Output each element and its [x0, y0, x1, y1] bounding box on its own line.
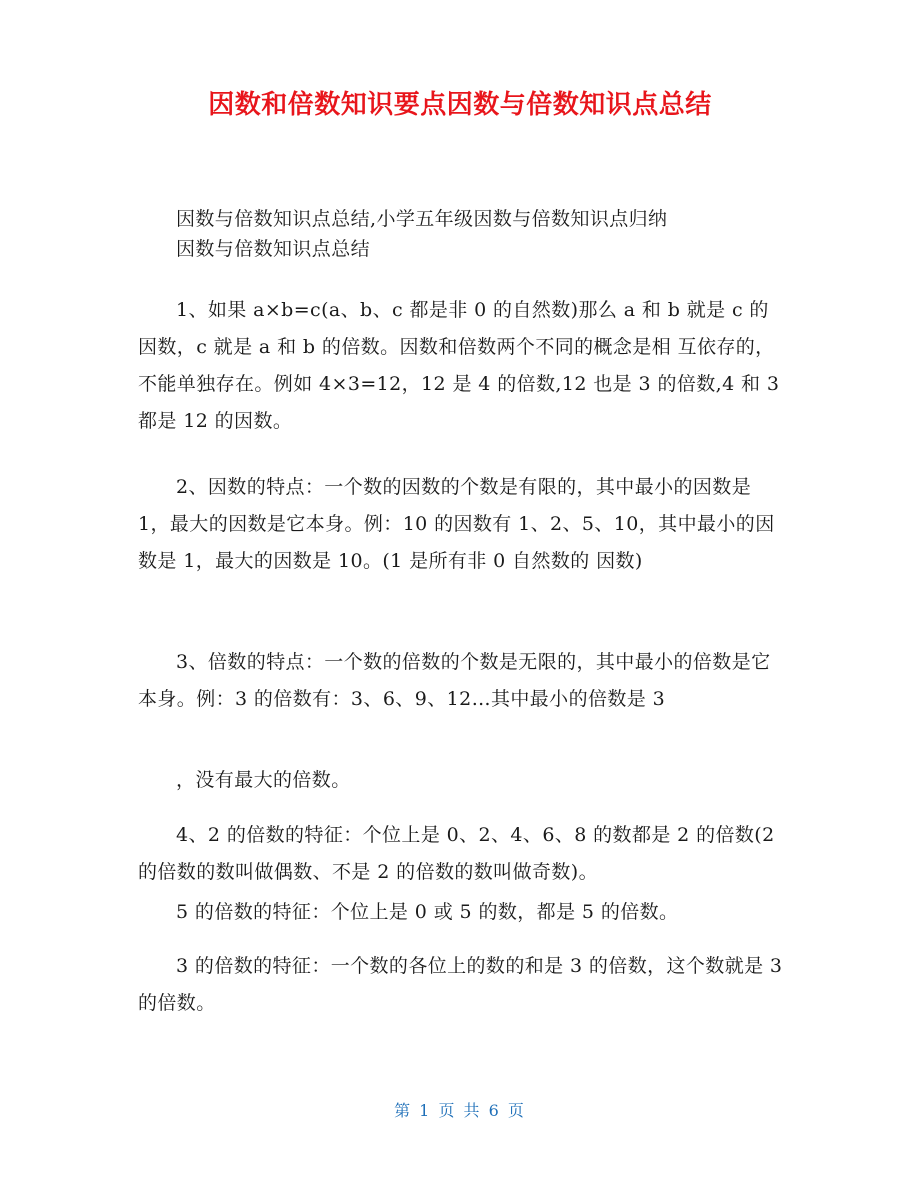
document-title: 因数和倍数知识要点因数与倍数知识点总结 — [208, 90, 712, 120]
paragraph-3 — [138, 644, 788, 718]
paragraph-text: 1、如果 a×b=c(a、b、c 都是非 0 的自然数)那么 a 和 b 就是 c 的因数，c 就是 a 和 b 的倍数。因数和倍数两个不同的概念是相 互依存的，不能单独存在。例如 4×3=12，12 是 4 的倍数,12 也是 3 的倍数,4 和 3 都是 12 的因数。 — [138, 299, 780, 432]
paragraph-text: 2、因数的特点：一个数的因数的个数是有限的，其中最小的因数是 1，最大的因数是它本身。例：10 的因数有 1、2、5、10，其中最小的因数是 1，最大的因数是 10。(1 是所有非 0 自然数的 因数) — [138, 476, 775, 572]
intro-line-2: 因数与倍数知识点总结 — [176, 238, 371, 260]
paragraph-5 — [138, 894, 788, 931]
paragraph-3-continued — [138, 762, 788, 799]
paragraph-text: ，没有最大的倍数。 — [176, 769, 351, 791]
paragraph-text: 3 的倍数的特征：一个数的各位上的数的和是 3 的倍数，这个数就是 3 的倍数。 — [138, 955, 783, 1014]
paragraph-text: 3、倍数的特点：一个数的倍数的个数是无限的，其中最小的倍数是它本身。例：3 的倍数有：3、6、9、12…其中最小的倍数是 3 — [138, 651, 771, 710]
paragraph-6 — [138, 948, 788, 1022]
paragraph-2 — [138, 469, 788, 580]
paragraph-4 — [138, 817, 788, 891]
intro-line-1: 因数与倍数知识点总结,小学五年级因数与倍数知识点归纳 — [176, 208, 668, 230]
page-number-footer: 第 1 页 共 6 页 — [394, 1101, 526, 1120]
paragraph-1 — [138, 292, 788, 440]
paragraph-text: 4、2 的倍数的特征：个位上是 0、2、4、6、8 的数都是 2 的倍数(2 的倍数的数叫做偶数、不是 2 的倍数的数叫做奇数)。 — [138, 824, 775, 883]
intro-paragraph — [138, 201, 788, 268]
paragraph-text: 5 的倍数的特征：个位上是 0 或 5 的数，都是 5 的倍数。 — [176, 901, 679, 923]
